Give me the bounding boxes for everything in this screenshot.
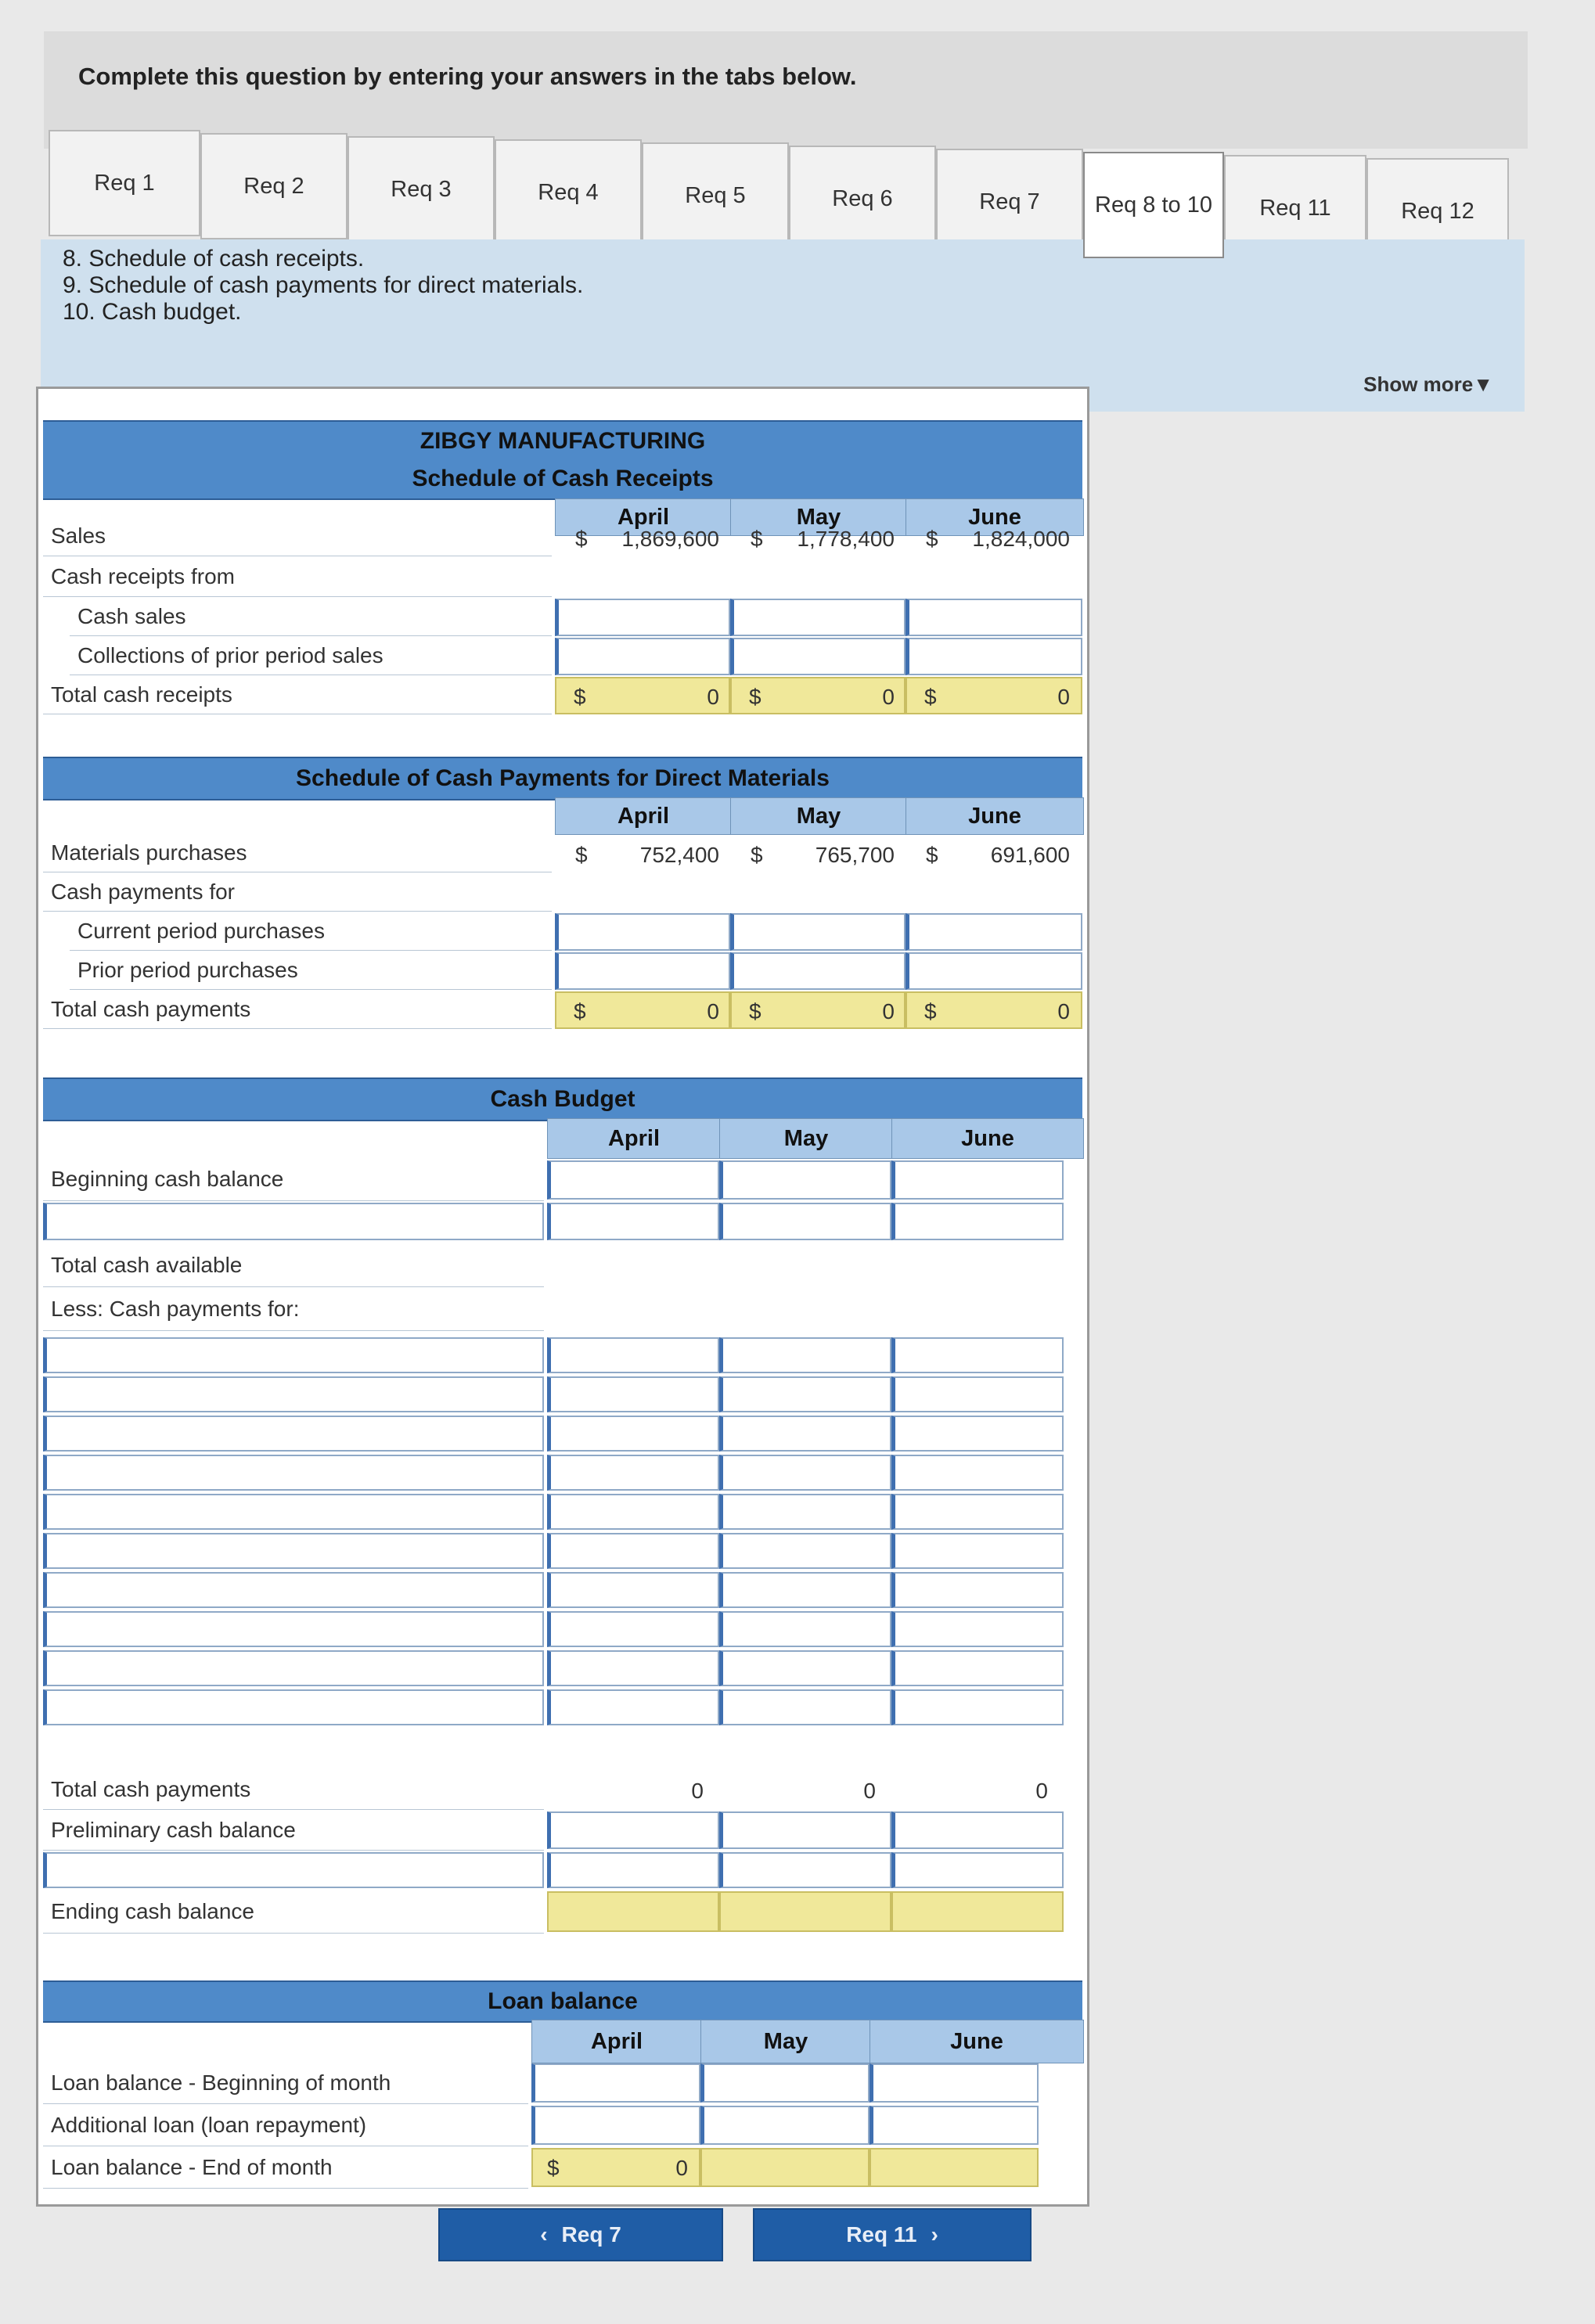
current-purchases-june-input[interactable] bbox=[906, 913, 1082, 951]
payment-row-june-input[interactable] bbox=[891, 1572, 1064, 1608]
preliminary-cash-april-input[interactable] bbox=[547, 1811, 719, 1849]
current-purchases-april-input[interactable] bbox=[555, 913, 730, 951]
sales-may-dollar: $ bbox=[751, 527, 763, 551]
payment-row-may-input[interactable] bbox=[719, 1689, 891, 1725]
purchases-june: 691,600 bbox=[990, 843, 1070, 867]
budget-col-june: June bbox=[891, 1118, 1084, 1159]
receipts-title: Schedule of Cash Receipts bbox=[43, 459, 1082, 500]
instruction-text: Complete this question by entering your answers in the tabs below. bbox=[78, 63, 857, 90]
total-payments-april-value: 0 bbox=[707, 999, 719, 1023]
sales-june-dollar: $ bbox=[926, 527, 938, 551]
current-purchases-label: Current period purchases bbox=[70, 912, 552, 951]
payment-row-june-input[interactable] bbox=[891, 1689, 1064, 1725]
budget-addition-june-input[interactable] bbox=[891, 1203, 1064, 1240]
collections-april-input[interactable] bbox=[555, 638, 730, 675]
loan-beginning-april-input[interactable] bbox=[531, 2063, 700, 2103]
receipts-col-june: June bbox=[906, 498, 1084, 536]
preliminary-cash-may-input[interactable] bbox=[719, 1811, 891, 1849]
ending-cash-june bbox=[891, 1891, 1064, 1932]
total-receipts-june-value: 0 bbox=[1057, 685, 1070, 709]
budget-total-payments-may: 0 bbox=[863, 1779, 876, 1803]
budget-financing-april-input[interactable] bbox=[547, 1852, 719, 1888]
payment-row-april-input[interactable] bbox=[547, 1533, 719, 1569]
cash-budget-title: Cash Budget bbox=[43, 1077, 1082, 1121]
payment-row-april-input[interactable] bbox=[547, 1494, 719, 1530]
purchases-june-dollar: $ bbox=[926, 843, 938, 867]
payment-row-june-input[interactable] bbox=[891, 1533, 1064, 1569]
loan-title: Loan balance bbox=[43, 1980, 1082, 2023]
payment-row-june-input[interactable] bbox=[891, 1337, 1064, 1373]
payments-col-may: May bbox=[730, 797, 907, 835]
prev-req-button[interactable]: ‹ Req 7 bbox=[438, 2208, 723, 2261]
prior-purchases-june-input[interactable] bbox=[906, 952, 1082, 990]
payment-row-april-input[interactable] bbox=[547, 1416, 719, 1452]
payment-row-label-input[interactable] bbox=[43, 1611, 544, 1647]
requirement-10: 10. Cash budget. bbox=[63, 299, 242, 325]
tab-req-2[interactable]: Req 2 bbox=[200, 133, 347, 239]
total-receipts-june-dollar: $ bbox=[924, 685, 937, 709]
current-purchases-may-input[interactable] bbox=[730, 913, 906, 951]
payment-row-april-input[interactable] bbox=[547, 1455, 719, 1491]
payment-row-label-input[interactable] bbox=[43, 1494, 544, 1530]
tab-req-5[interactable]: Req 5 bbox=[642, 142, 789, 249]
payment-row-june-input[interactable] bbox=[891, 1650, 1064, 1686]
sales-april: 1,869,600 bbox=[621, 527, 719, 551]
cash-sales-label: Cash sales bbox=[70, 597, 552, 636]
payment-row-label-input[interactable] bbox=[43, 1376, 544, 1412]
loan-ending-april-value: 0 bbox=[675, 2156, 688, 2180]
loan-col-june: June bbox=[870, 2020, 1084, 2063]
budget-addition-label-input[interactable] bbox=[43, 1203, 544, 1240]
prior-purchases-may-input[interactable] bbox=[730, 952, 906, 990]
payment-row-april-input[interactable] bbox=[547, 1611, 719, 1647]
chevron-left-icon: ‹ bbox=[540, 2222, 548, 2247]
cash-sales-may-input[interactable] bbox=[730, 599, 906, 636]
budget-addition-april-input[interactable] bbox=[547, 1203, 719, 1240]
answer-panel bbox=[36, 387, 1089, 2207]
loan-ending-april-dollar: $ bbox=[547, 2156, 560, 2180]
payment-row-may-input[interactable] bbox=[719, 1416, 891, 1452]
tab-req-4[interactable]: Req 4 bbox=[495, 139, 642, 246]
budget-total-payments-april: 0 bbox=[691, 1779, 704, 1803]
tab-req-7[interactable]: Req 7 bbox=[936, 149, 1083, 255]
cash-sales-june-input[interactable] bbox=[906, 599, 1082, 636]
payment-row-label-input[interactable] bbox=[43, 1572, 544, 1608]
ending-cash-label: Ending cash balance bbox=[43, 1890, 544, 1934]
payment-row-april-input[interactable] bbox=[547, 1376, 719, 1412]
loan-additional-june-input[interactable] bbox=[870, 2106, 1039, 2145]
receipts-col-may: May bbox=[730, 498, 907, 536]
sales-label: Sales bbox=[43, 516, 552, 556]
ending-cash-may bbox=[719, 1891, 891, 1932]
loan-additional-april-input[interactable] bbox=[531, 2106, 700, 2145]
sales-may: 1,778,400 bbox=[797, 527, 895, 551]
tab-req-1[interactable]: Req 1 bbox=[49, 130, 200, 236]
payment-row-may-input[interactable] bbox=[719, 1533, 891, 1569]
payment-row-june-input[interactable] bbox=[891, 1611, 1064, 1647]
budget-total-payments-june: 0 bbox=[1035, 1779, 1048, 1803]
total-cash-payments-label: Total cash payments bbox=[43, 1769, 544, 1810]
preliminary-cash-june-input[interactable] bbox=[891, 1811, 1064, 1849]
loan-beginning-may-input[interactable] bbox=[700, 2063, 870, 2103]
sales-june: 1,824,000 bbox=[972, 527, 1070, 551]
beginning-cash-april-input[interactable] bbox=[547, 1160, 719, 1200]
total-payments-label: Total cash payments bbox=[43, 990, 552, 1029]
loan-beginning-label: Loan balance - Beginning of month bbox=[43, 2062, 528, 2104]
loan-beginning-june-input[interactable] bbox=[870, 2063, 1039, 2103]
tab-req-6[interactable]: Req 6 bbox=[789, 146, 936, 252]
loan-col-april: April bbox=[531, 2020, 702, 2063]
budget-col-may: May bbox=[719, 1118, 893, 1159]
payment-row-june-input[interactable] bbox=[891, 1494, 1064, 1530]
budget-financing-may-input[interactable] bbox=[719, 1852, 891, 1888]
tab-req-3[interactable]: Req 3 bbox=[347, 136, 495, 243]
budget-addition-may-input[interactable] bbox=[719, 1203, 891, 1240]
company-title: ZIBGY MANUFACTURING bbox=[43, 420, 1082, 462]
purchases-may: 765,700 bbox=[815, 843, 895, 867]
budget-col-april: April bbox=[547, 1118, 721, 1159]
loan-col-may: May bbox=[700, 2020, 871, 2063]
total-receipts-may-value: 0 bbox=[882, 685, 895, 709]
next-req-button[interactable]: Req 11 › bbox=[753, 2208, 1032, 2261]
payment-row-may-input[interactable] bbox=[719, 1494, 891, 1530]
cash-payments-for-label: Cash payments for bbox=[43, 872, 552, 912]
collections-june-input[interactable] bbox=[906, 638, 1082, 675]
requirement-description bbox=[41, 239, 1525, 412]
purchases-may-dollar: $ bbox=[751, 843, 763, 867]
less-cash-payments-label: Less: Cash payments for: bbox=[43, 1287, 544, 1331]
payment-row-may-input[interactable] bbox=[719, 1376, 891, 1412]
beginning-cash-label: Beginning cash balance bbox=[43, 1157, 544, 1201]
loan-ending-label: Loan balance - End of month bbox=[43, 2146, 528, 2189]
payment-row-june-input[interactable] bbox=[891, 1416, 1064, 1452]
tab-req-8-to-10[interactable]: Req 8 to 10 bbox=[1083, 152, 1224, 258]
beginning-cash-may-input[interactable] bbox=[719, 1160, 891, 1200]
payments-col-june: June bbox=[906, 797, 1084, 835]
prior-purchases-label: Prior period purchases bbox=[70, 951, 552, 990]
tab-req-11[interactable]: Req 11 bbox=[1224, 155, 1366, 261]
total-receipts-april-dollar: $ bbox=[574, 685, 586, 709]
collections-may-input[interactable] bbox=[730, 638, 906, 675]
sales-april-dollar: $ bbox=[575, 527, 588, 551]
payments-title: Schedule of Cash Payments for Direct Materials bbox=[43, 757, 1082, 800]
budget-financing-label-input[interactable] bbox=[43, 1852, 544, 1888]
requirement-8: 8. Schedule of cash receipts. bbox=[63, 246, 365, 272]
requirement-tabs bbox=[49, 130, 1532, 239]
payment-row-june-input[interactable] bbox=[891, 1376, 1064, 1412]
loan-ending-june bbox=[870, 2148, 1039, 2187]
payment-row-may-input[interactable] bbox=[719, 1650, 891, 1686]
payment-row-may-input[interactable] bbox=[719, 1611, 891, 1647]
cash-receipts-from-label: Cash receipts from bbox=[43, 556, 552, 597]
chevron-right-icon: › bbox=[931, 2222, 938, 2247]
payment-row-may-input[interactable] bbox=[719, 1337, 891, 1373]
payment-row-label-input[interactable] bbox=[43, 1337, 544, 1373]
total-payments-june-value: 0 bbox=[1057, 999, 1070, 1023]
purchases-april: 752,400 bbox=[639, 843, 719, 867]
total-payments-may-value: 0 bbox=[882, 999, 895, 1023]
purchases-april-dollar: $ bbox=[575, 843, 588, 867]
total-receipts-may-dollar: $ bbox=[749, 685, 761, 709]
payment-row-label-input[interactable] bbox=[43, 1689, 544, 1725]
payment-row-april-input[interactable] bbox=[547, 1572, 719, 1608]
cash-sales-april-input[interactable] bbox=[555, 599, 730, 636]
payment-row-april-input[interactable] bbox=[547, 1650, 719, 1686]
show-more-link[interactable]: Show more▼ bbox=[1363, 372, 1493, 396]
loan-ending-may bbox=[700, 2148, 870, 2187]
payment-row-may-input[interactable] bbox=[719, 1572, 891, 1608]
collections-label: Collections of prior period sales bbox=[70, 636, 552, 675]
payment-row-april-input[interactable] bbox=[547, 1689, 719, 1725]
total-receipts-april-value: 0 bbox=[707, 685, 719, 709]
payment-row-label-input[interactable] bbox=[43, 1455, 544, 1491]
receipts-col-april: April bbox=[555, 498, 732, 536]
preliminary-cash-label: Preliminary cash balance bbox=[43, 1810, 544, 1851]
total-payments-april-dollar: $ bbox=[574, 999, 586, 1023]
payment-row-label-input[interactable] bbox=[43, 1533, 544, 1569]
payment-row-april-input[interactable] bbox=[547, 1337, 719, 1373]
payments-col-april: April bbox=[555, 797, 732, 835]
total-cash-available-label: Total cash available bbox=[43, 1243, 544, 1287]
total-payments-june-dollar: $ bbox=[924, 999, 937, 1023]
prior-purchases-april-input[interactable] bbox=[555, 952, 730, 990]
budget-financing-june-input[interactable] bbox=[891, 1852, 1064, 1888]
beginning-cash-june-input[interactable] bbox=[891, 1160, 1064, 1200]
ending-cash-april bbox=[547, 1891, 719, 1932]
payment-row-label-input[interactable] bbox=[43, 1650, 544, 1686]
materials-purchases-label: Materials purchases bbox=[43, 833, 552, 872]
payment-row-may-input[interactable] bbox=[719, 1455, 891, 1491]
payment-row-june-input[interactable] bbox=[891, 1455, 1064, 1491]
total-receipts-label: Total cash receipts bbox=[43, 675, 552, 714]
tab-req-12[interactable]: Req 12 bbox=[1366, 158, 1509, 264]
total-payments-may-dollar: $ bbox=[749, 999, 761, 1023]
payment-row-label-input[interactable] bbox=[43, 1416, 544, 1452]
loan-additional-label: Additional loan (loan repayment) bbox=[43, 2104, 528, 2146]
loan-additional-may-input[interactable] bbox=[700, 2106, 870, 2145]
requirement-9: 9. Schedule of cash payments for direct materials. bbox=[63, 272, 584, 298]
